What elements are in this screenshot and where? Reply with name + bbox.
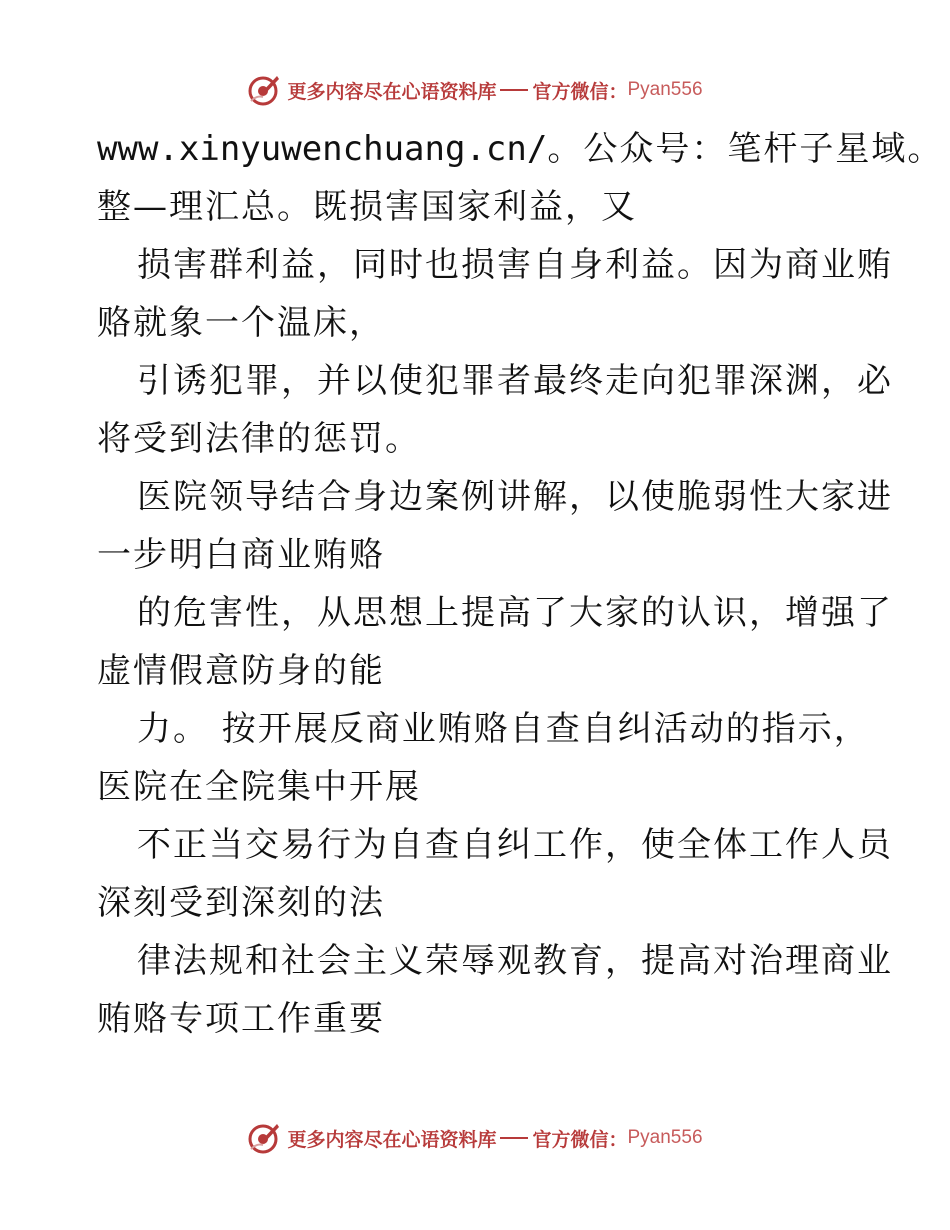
text-line-9: 的危害性，从思想上提高了大家的认识，增强了 bbox=[137, 593, 893, 633]
text-line-8: 一步明白商业贿赂 bbox=[97, 535, 385, 575]
text-line-3: 损害群利益，同时也损害自身利益。因为商业贿 bbox=[137, 245, 893, 285]
header-divider bbox=[500, 89, 528, 91]
text-line-1 bbox=[97, 120, 944, 178]
logo-icon bbox=[247, 73, 281, 107]
footer-slogan: 更多内容尽在心语资料库 bbox=[287, 1128, 497, 1151]
text-line-10: 虚情假意防身的能 bbox=[97, 651, 385, 691]
footer-banner bbox=[0, 1118, 950, 1158]
text-line-16: 贿赂专项工作重要 bbox=[97, 999, 385, 1039]
text-line-15: 律法规和社会主义荣辱观教育，提高对治理商业 bbox=[137, 941, 893, 981]
header-wechat-label: 官方微信： bbox=[532, 80, 628, 103]
text-line-6: 将受到法律的惩罚。 bbox=[97, 419, 421, 459]
text-line-5: 引诱犯罪，并以使犯罪者最终走向犯罪深渊，必 bbox=[137, 361, 893, 401]
text-line-14: 深刻受到深刻的法 bbox=[97, 883, 385, 923]
text-line-1-rest: 。公众号：笔杆子星域。 bbox=[547, 129, 944, 169]
text-line-4: 赂就象一个温床， bbox=[97, 303, 385, 343]
footer-wechat-id: Pyan556 bbox=[627, 1127, 703, 1148]
text-line-2: 整—理汇总。既损害国家利益，又 bbox=[97, 187, 637, 227]
text-line-11: 力。 按开展反商业贿赂自查自纠活动的指示， bbox=[137, 709, 870, 749]
text-line-7: 医院领导结合身边案例讲解，以使脆弱性大家进 bbox=[137, 477, 893, 517]
header-slogan: 更多内容尽在心语资料库 bbox=[287, 80, 497, 103]
document-body bbox=[97, 120, 944, 1048]
text-line-12: 医院在全院集中开展 bbox=[97, 767, 421, 807]
logo-icon bbox=[247, 1121, 281, 1155]
header-banner bbox=[0, 70, 950, 110]
footer-divider bbox=[500, 1137, 528, 1139]
website-url: www.xinyuwenchuang.cn/ bbox=[97, 129, 548, 169]
footer-wechat-label: 官方微信： bbox=[532, 1128, 628, 1151]
header-wechat-id: Pyan556 bbox=[627, 79, 703, 100]
text-line-13: 不正当交易行为自查自纠工作，使全体工作人员 bbox=[137, 825, 893, 865]
